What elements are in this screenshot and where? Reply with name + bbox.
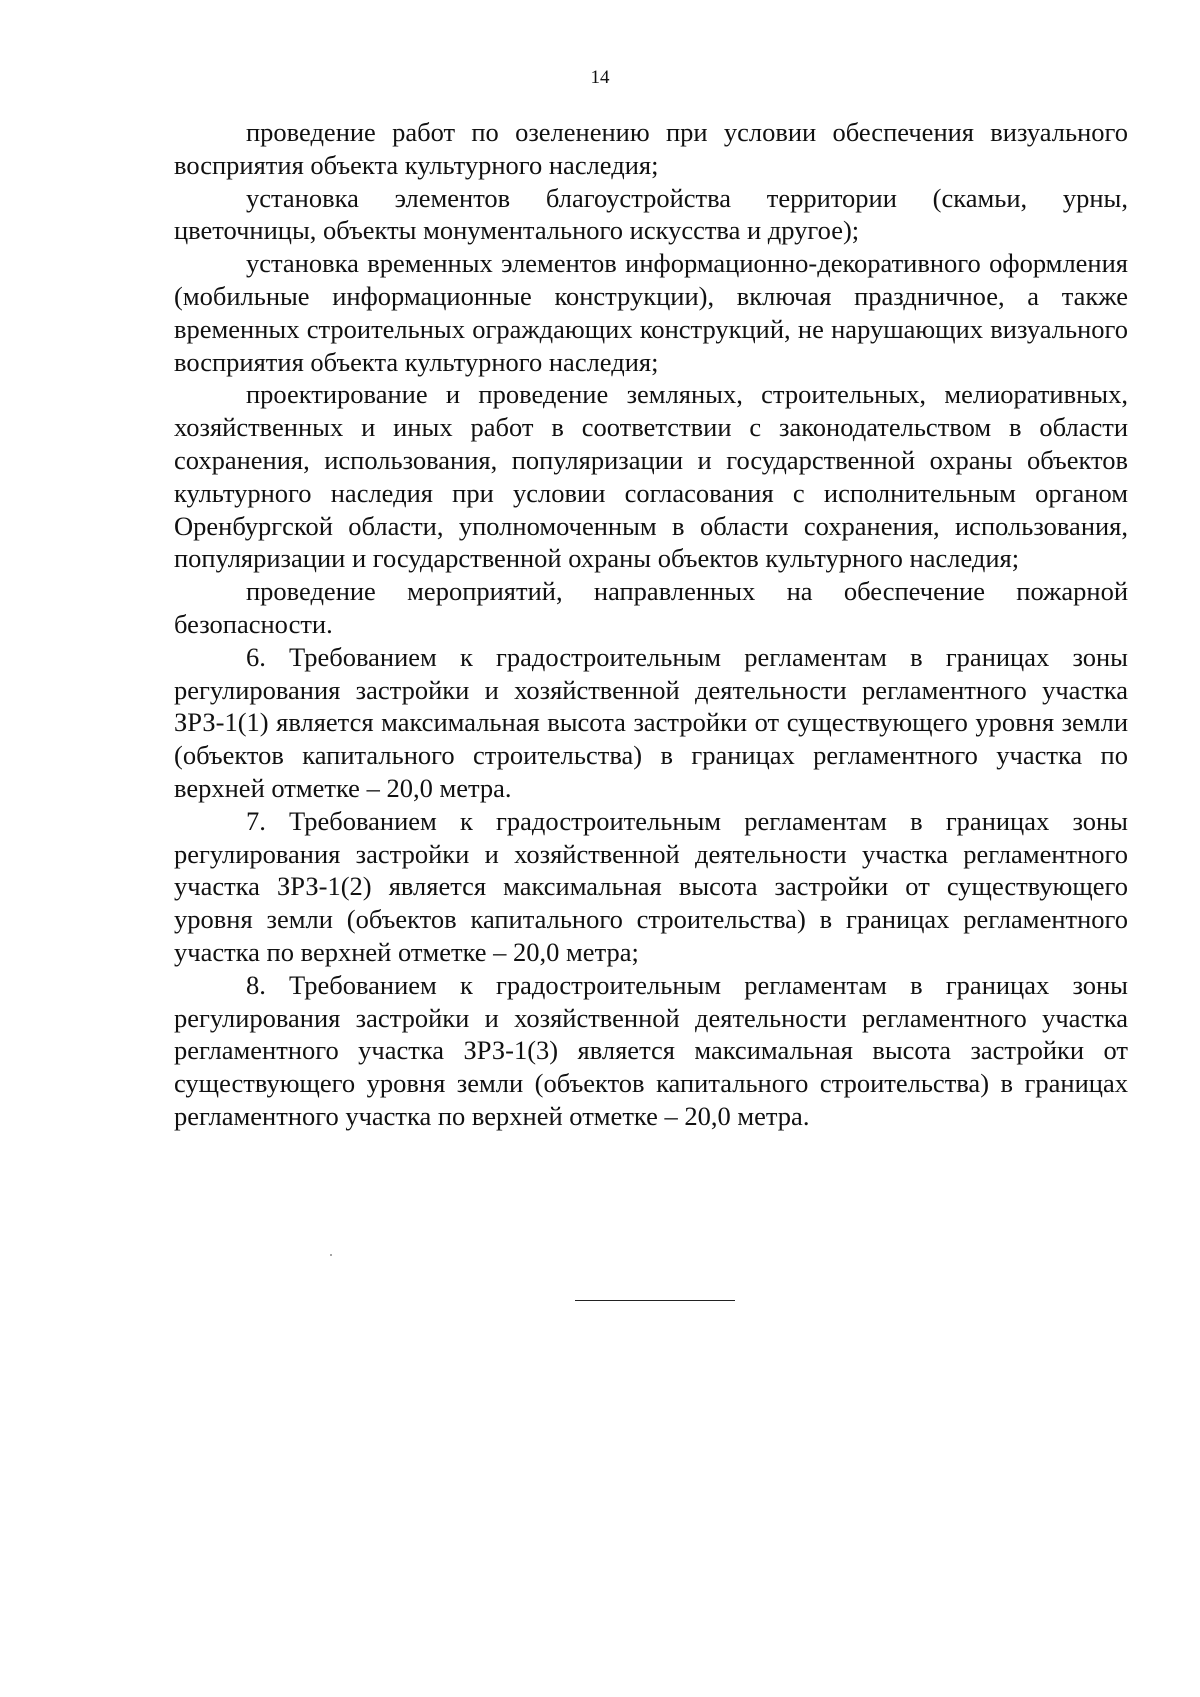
paragraph-improvement-elements: установка элементов благоустройства территории (скамьи, урны, цветочницы, объекты монументального искусства и другое); [174, 182, 1128, 246]
paragraph-design-works: проектирование и проведение земляных, строительных, мелиоративных, хозяйственных и иных работ в соответствии с законодательством в области сохранения, использования, популяризации и государственной охраны объектов культурного наследия при условии согласования с исполнительным органом Оренбургской области, уполномоченным в области сохранения, использования, популяризации и государственной охраны объектов культурного наследия; [174, 379, 1128, 574]
paragraph-requirement-6: 6. Требованием к градостроительным регламентам в границах зоны регулирования застройки и хозяйственной деятельности регламентного участка ЗРЗ-1(1) является максимальная высота застройки от существующего уровня земли (объектов капитального строительства) в границах регламентного участка по верхней отметке – 20,0 метра. [174, 641, 1128, 803]
scan-speck [330, 1254, 332, 1256]
end-separator-line [575, 1300, 735, 1301]
paragraph-temporary-elements: установка временных элементов информационно-декоративного оформления (мобильные информационные конструкции), включая праздничное, а также временных строительных ограждающих конструкций, не нарушающих визуального восприятия объекта культурного наследия; [174, 248, 1128, 377]
paragraph-landscaping: проведение работ по озеленению при условии обеспечения визуального восприятия объекта культурного наследия; [174, 117, 1128, 180]
page-number: 14 [590, 67, 610, 88]
paragraph-fire-safety: проведение мероприятий, направленных на обеспечение пожарной безопасности. [174, 576, 1128, 639]
paragraph-requirement-8: 8. Требованием к градостроительным регламентам в границах зоны регулирования застройки и хозяйственной деятельности регламентного участка регламентного участка ЗРЗ-1(3) является максимальная высота застройки от существующего уровня земли (объектов капитального строительства) в границах регламентного участка по верхней отметке – 20,0 метра. [174, 969, 1128, 1131]
paragraph-requirement-7: 7. Требованием к градостроительным регламентам в границах зоны регулирования застройки и хозяйственной деятельности участка регламентного участка ЗРЗ-1(2) является максимальная высота застройки от существующего уровня земли (объектов капитального строительства) в границах регламентного участка по верхней отметке – 20,0 метра; [174, 805, 1128, 967]
document-body [174, 116, 1128, 1133]
